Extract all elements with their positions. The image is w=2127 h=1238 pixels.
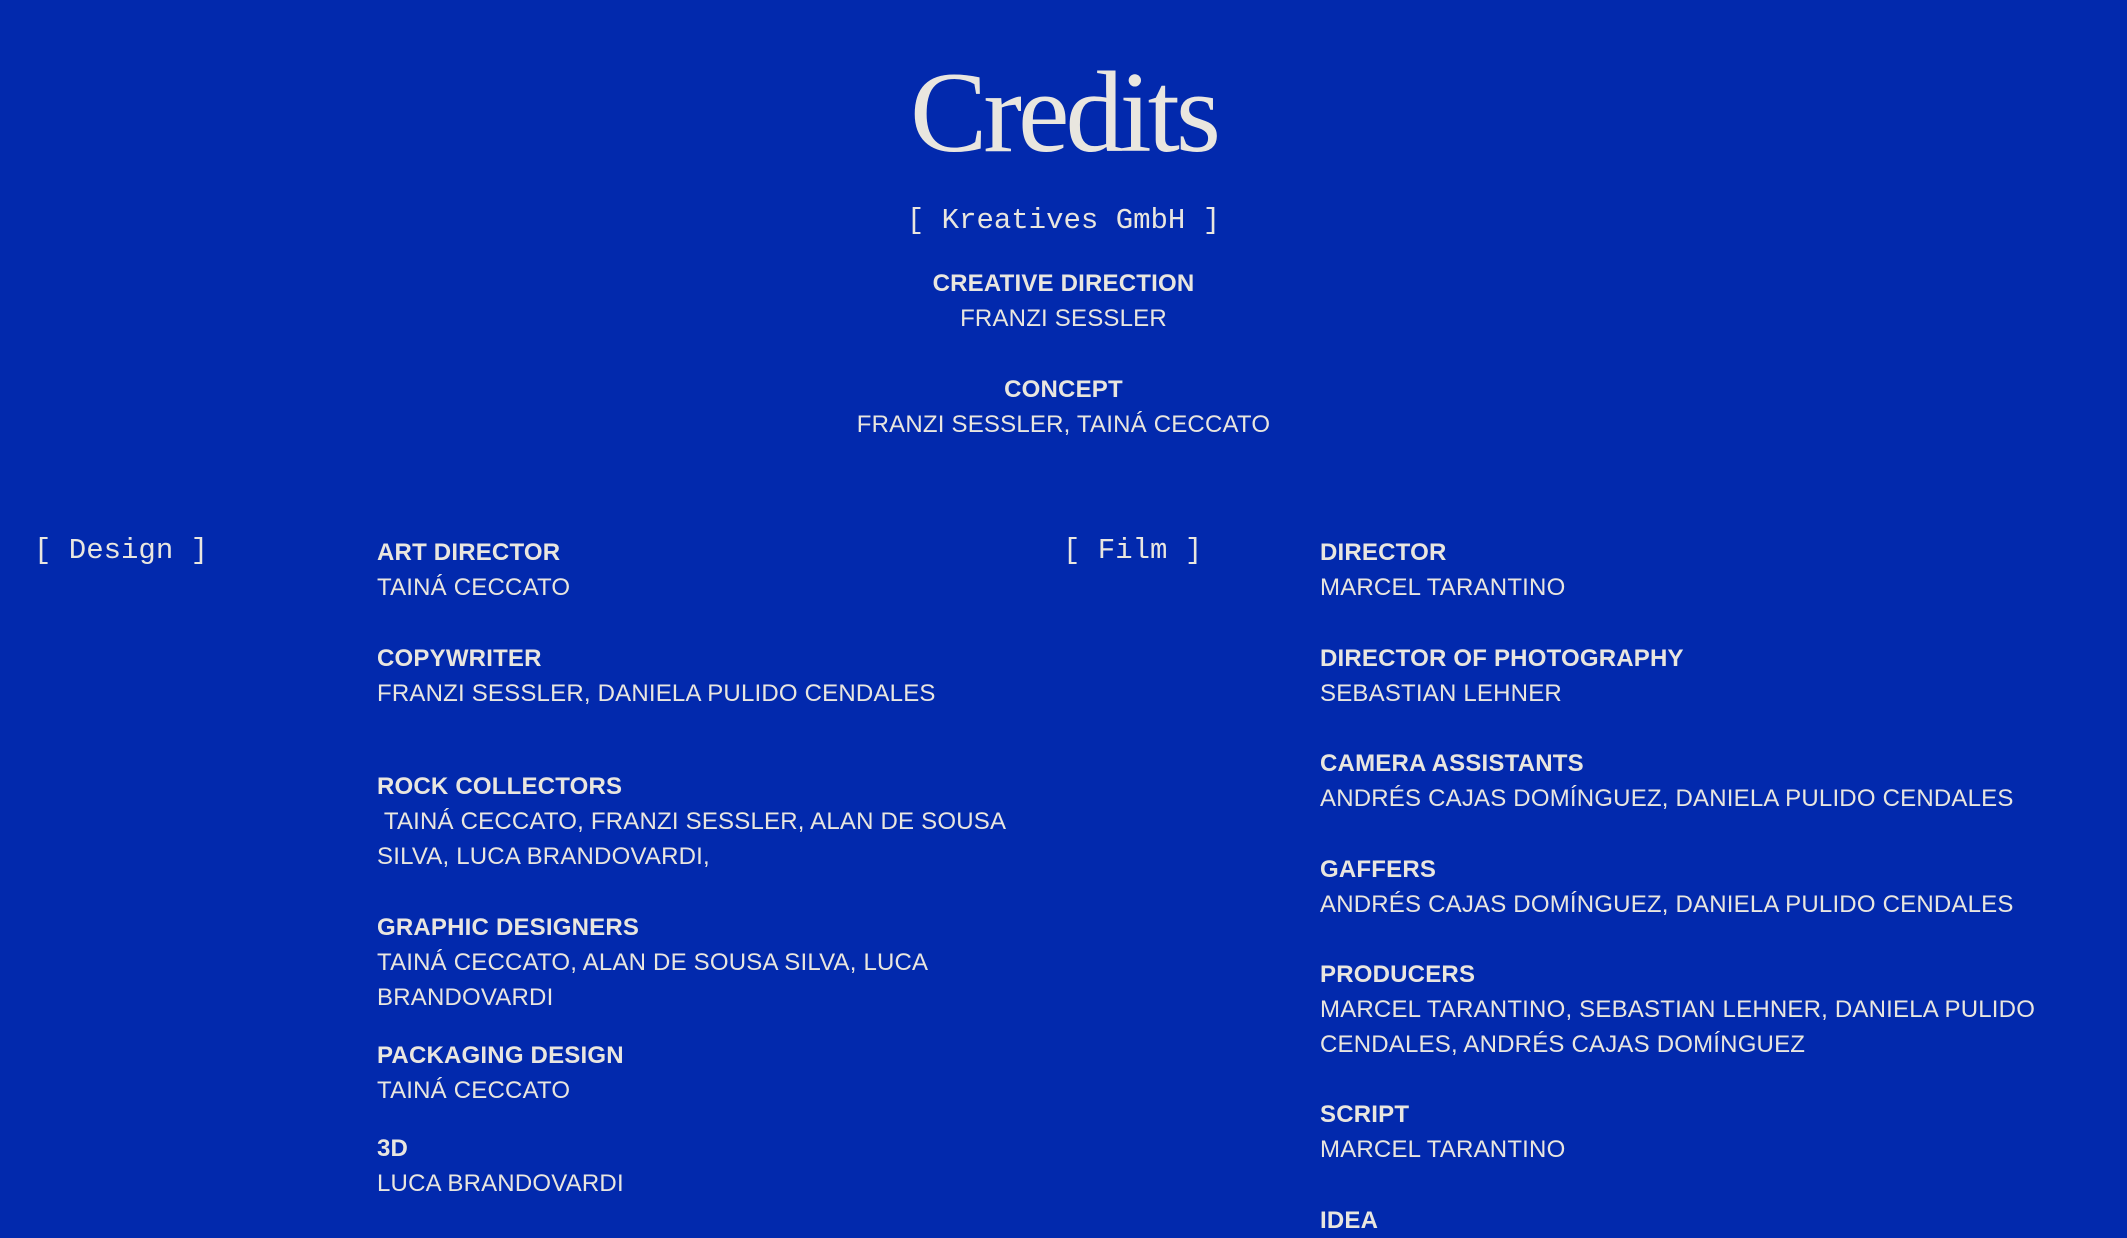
credit-director xyxy=(1320,535,2040,605)
design-section-label: [ Design ] xyxy=(34,534,209,567)
credit-names: ANDRÉS CAJAS DOMÍNGUEZ, DANIELA PULIDO CENDALES xyxy=(1320,785,2014,812)
credit-names: MARCEL TARANTINO, SEBASTIAN LEHNER, DANIELA PULIDO CENDALES, ANDRÉS CAJAS DOMÍNGUEZ xyxy=(1320,996,2036,1058)
credit-script xyxy=(1320,1097,2040,1167)
credit-names: TAINÁ CECCATO xyxy=(377,574,571,601)
credit-role: COPYWRITER xyxy=(377,645,542,672)
credit-role: PACKAGING DESIGN xyxy=(377,1042,624,1069)
credit-art-director xyxy=(377,535,1017,605)
film-section-label: [ Film ] xyxy=(1063,534,1203,567)
credit-names: LUCA BRANDOVARDI xyxy=(377,1170,624,1197)
credit-role: GRAPHIC DESIGNERS xyxy=(377,914,640,941)
credit-role: ROCK COLLECTORS xyxy=(377,773,623,800)
credit-rock-collectors xyxy=(377,769,1017,874)
credit-packaging-design xyxy=(377,1038,1017,1108)
credit-role: PRODUCERS xyxy=(1320,961,1476,988)
credit-copywriter xyxy=(377,641,1017,711)
credit-concept xyxy=(0,372,2127,442)
credit-director-of-photography xyxy=(1320,641,2040,711)
credit-role: CREATIVE DIRECTION xyxy=(932,270,1195,297)
credit-names: MARCEL TARANTINO xyxy=(1320,1136,1566,1163)
credit-names: FRANZI SESSLER, TAINÁ CECCATO xyxy=(856,411,1271,438)
credit-creative-direction xyxy=(0,266,2127,336)
credit-producers xyxy=(1320,957,2040,1062)
credit-role: IDEA xyxy=(1320,1207,1379,1234)
credit-names: TAINÁ CECCATO xyxy=(377,1077,571,1104)
credit-names: TAINÁ CECCATO, FRANZI SESSLER, ALAN DE SOUSA SILVA, LUCA BRANDOVARDI, xyxy=(377,808,1012,870)
credit-role: DIRECTOR xyxy=(1320,539,1447,566)
credit-role: 3D xyxy=(377,1135,409,1162)
credit-role: SCRIPT xyxy=(1320,1101,1410,1128)
page-title: Credits xyxy=(909,49,1218,177)
credit-graphic-designers xyxy=(377,910,977,1015)
credit-3d xyxy=(377,1131,1017,1201)
credit-names: FRANZI SESSLER xyxy=(960,305,1167,332)
credit-role: CAMERA ASSISTANTS xyxy=(1320,750,1584,777)
agency-label: [ Kreatives GmbH ] xyxy=(906,204,1221,237)
credit-names: FRANZI SESSLER, DANIELA PULIDO CENDALES xyxy=(377,680,936,707)
credit-idea xyxy=(1320,1203,2040,1238)
credit-role: GAFFERS xyxy=(1320,856,1437,883)
credit-names: SEBASTIAN LEHNER xyxy=(1320,680,1562,707)
credit-role: DIRECTOR OF PHOTOGRAPHY xyxy=(1320,645,1684,672)
credit-names: TAINÁ CECCATO, ALAN DE SOUSA SILVA, LUCA BRANDOVARDI xyxy=(377,949,927,1011)
credit-role: ART DIRECTOR xyxy=(377,539,561,566)
credit-names: ANDRÉS CAJAS DOMÍNGUEZ, DANIELA PULIDO CENDALES xyxy=(1320,891,2014,918)
credit-gaffers xyxy=(1320,852,2080,922)
credit-camera-assistants xyxy=(1320,746,2080,816)
credit-names: MARCEL TARANTINO xyxy=(1320,574,1566,601)
credit-role: CONCEPT xyxy=(1004,376,1123,403)
